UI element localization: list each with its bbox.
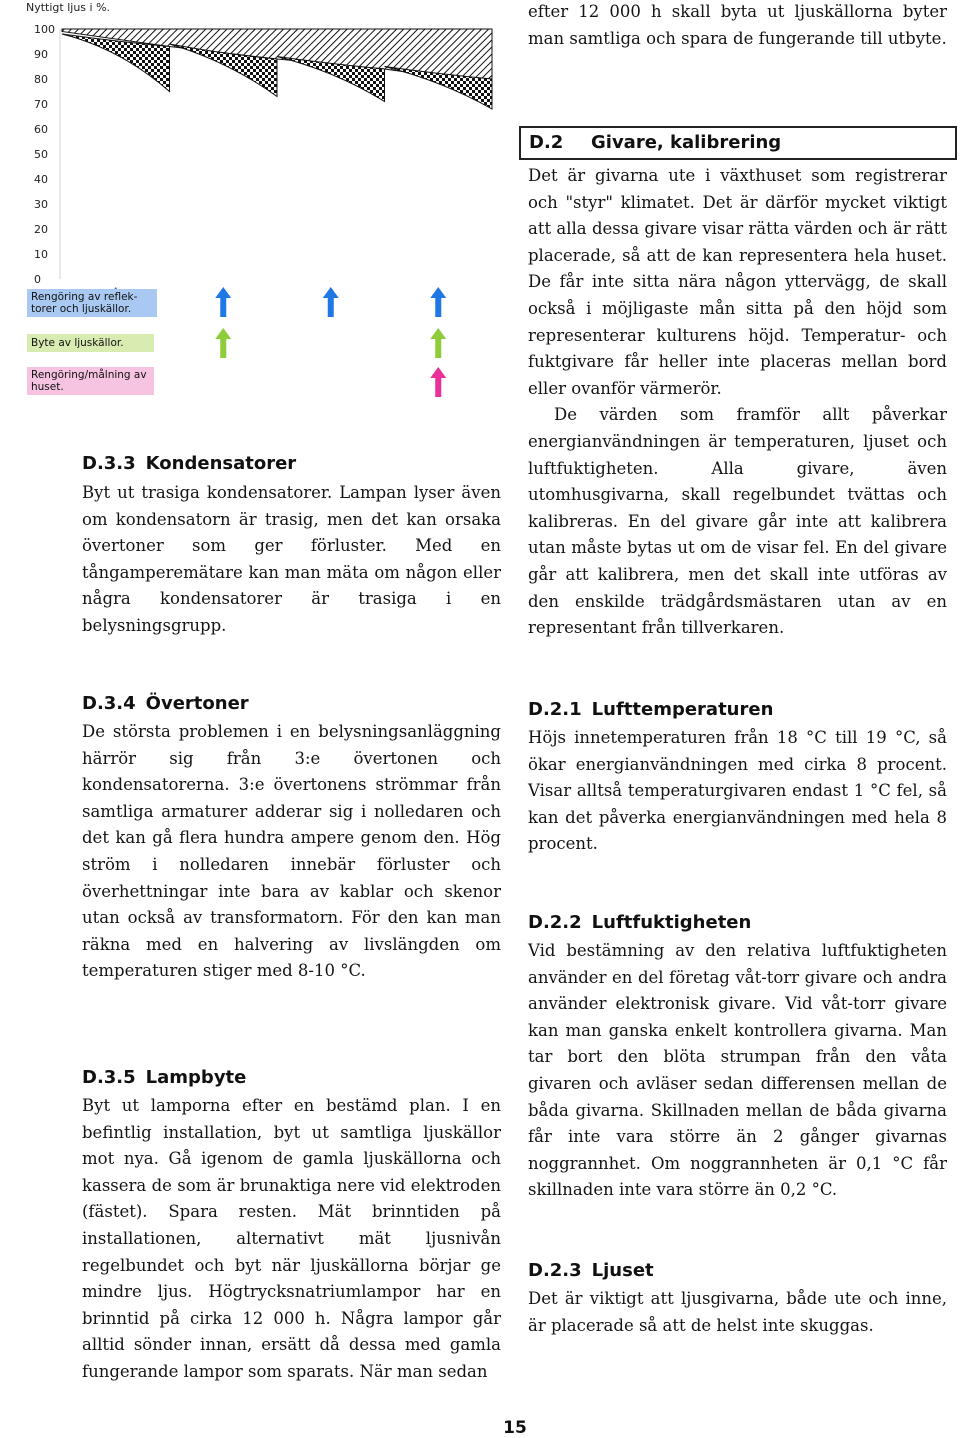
y-tick-label: 30 <box>34 198 48 211</box>
y-tick-label: 40 <box>34 173 48 186</box>
heading-title: Övertoner <box>145 693 249 714</box>
d33-body <box>82 480 501 640</box>
paragraph: Det är givarna ute i växthuset som registrerar och "styr" klimatet. Det är därför mycket viktigt att alla dessa givare visar rätta värden och är rätt placerade, så att de kan representera hela huset. De får inte sitta nära någon yttervägg, de skall också i möjligaste mån sitta på den höjd som representerar kulturens höjd. Temperatur- och fuktgivare får heller inte placeras mellan bord eller ovanför värmerör. <box>528 166 947 398</box>
heading-number: D.2.1 <box>528 699 582 720</box>
heading-title: Lampbyte <box>145 1067 247 1088</box>
heading-d23 <box>528 1260 654 1281</box>
heading-number: D.2 <box>529 132 564 153</box>
heading-number: D.3.5 <box>82 1067 136 1088</box>
arrow-up-blue-icon <box>430 287 446 317</box>
y-tick-label: 100 <box>34 23 55 36</box>
heading-number: D.2.2 <box>528 912 582 933</box>
heading-d21 <box>528 699 773 720</box>
heading-d22 <box>528 912 751 933</box>
y-tick-label: 10 <box>34 248 48 261</box>
paragraph: De värden som framför allt påverkar energianvändningen är temperaturen, ljuset och luftfuktigheten. Alla givare, även utomhusgivarna, skall regelbundet tvättas och kalibreras. En del givare går inte att kalibrera utan måste bytas ut om de visar fel. En del givare går att kalibrera, men det skall inte utföras av den enskilde trädgårdsmästaren utan av en representant från tillverkaren. <box>528 405 947 638</box>
heading-title: Luftfuktigheten <box>591 912 752 933</box>
heading-d2 <box>519 126 957 160</box>
heading-d35 <box>82 1067 246 1088</box>
paragraph: efter 12 000 h skall byta ut ljuskällorna byter man samtliga och spara de fungerande till utbyte. <box>528 2 947 48</box>
legend-house-cleaning: Rengöring/målning av huset. <box>27 367 154 395</box>
d2-body <box>528 163 947 642</box>
arrow-up-pink-icon <box>430 367 446 397</box>
arrow-up-blue-icon <box>215 287 231 317</box>
y-tick-label: 90 <box>34 48 48 61</box>
paragraph: Byt ut trasiga kondensatorer. Lampan lyser även om kondensatorn är trasig, men det kan orsaka övertoner som ger förluster. Med en tångamperemätare kan man mäta om någon eller några kondensatorer är trasiga i en belysningsgrupp. <box>82 483 501 635</box>
d23-body <box>528 1286 947 1339</box>
heading-d33 <box>82 453 296 474</box>
y-tick-label: 50 <box>34 148 48 161</box>
arrow-up-green-icon <box>215 328 231 358</box>
heading-title: Kondensatorer <box>145 453 297 474</box>
heading-number: D.3.4 <box>82 693 136 714</box>
arrow-up-blue-icon <box>323 287 339 317</box>
y-tick-label: 0 <box>34 273 41 286</box>
y-tick-label: 80 <box>34 73 48 86</box>
heading-number: D.3.3 <box>82 453 136 474</box>
y-tick-label: 60 <box>34 123 48 136</box>
d21-body <box>528 725 947 858</box>
d35-body <box>82 1093 501 1386</box>
paragraph: Vid bestämning av den relativa luftfuktigheten använder en del företag våt-torr givare och andra använder elektronisk givare. Vid våt-torr givare kan man ganska enkelt kontrollera givarna. Man tar bort den blöta strumpan från den våta givaren och avläser sedan differensen mellan de båda givarna. Skillnaden mellan de båda givarna får inte vara större än 2 gånger givarnas noggrannhet. Om noggrannheten är 0,1 °C får skillnaden inte vara större än 0,2 °C. <box>528 941 947 1200</box>
y-tick-label: 70 <box>34 98 48 111</box>
y-tick-label: 20 <box>34 223 48 236</box>
paragraph: Höjs innetemperaturen från 18 °C till 19 °C, så ökar energianvändningen med cirka 8 procent. Visar alltså temperaturgivaren endast 1 °C fel, så kan det påverka energianvändningen med hela 8 procent. <box>528 728 947 854</box>
arrow-up-green-icon <box>430 328 446 358</box>
continued-text <box>528 0 947 52</box>
paragraph: Det är viktigt att ljusgivarna, både ute och inne, är placerade så att de helst inte skuggas. <box>528 1289 947 1335</box>
heading-title: Givare, kalibrering <box>591 132 782 153</box>
page-number: 15 <box>503 1418 527 1438</box>
legend-lamp-replacement: Byte av ljuskällor. <box>27 334 154 352</box>
paragraph: De största problemen i en belysningsanläggning härrör sig från 3:e övertonen och kondensatorerna. 3:e övertonens strömmar från samtliga armaturer adderar sig i nolledaren och det kan gå flera hundra ampere genom den. Hög ström i nolledaren innebär förluster och överhettningar inte bara av kablar och skenor utan också av transformatorn. För den kan man räkna med en halvering av livslängden om temperaturen stiger med 8-10 °C. <box>82 722 501 981</box>
plot-area <box>62 29 492 109</box>
paragraph: Byt ut lamporna efter en bestämd plan. I en befintlig installation, byt ut samtliga ljuskällor mot nya. Gå igenom de gamla ljuskällorna och kassera de som är brunaktiga nere vid elektroden (fästet). Spara resten. Mät brinntiden på installationen, alternativt mät ljusnivån regelbundet och byt när ljuskällorna börjar ge mindre ljus. Högtrycksnatriumlampor har en brinntid på cirka 12 000 h. Några lampor går alltid sönder innan, ersätt då dessa med gamla fungerande lampor som sparats. När man sedan <box>82 1096 501 1381</box>
heading-d34 <box>82 693 249 714</box>
d34-body <box>82 719 501 985</box>
heading-title: Ljuset <box>591 1260 654 1281</box>
maintenance-arrows <box>108 287 447 397</box>
heading-title: Lufttemperaturen <box>591 699 774 720</box>
d22-body <box>528 938 947 1204</box>
chart-title: Nyttigt ljus i %. <box>26 1 111 14</box>
legend-cleaning-reflectors: Rengöring av reflek- torer och ljuskällor. <box>27 289 157 317</box>
heading-number: D.2.3 <box>528 1260 582 1281</box>
